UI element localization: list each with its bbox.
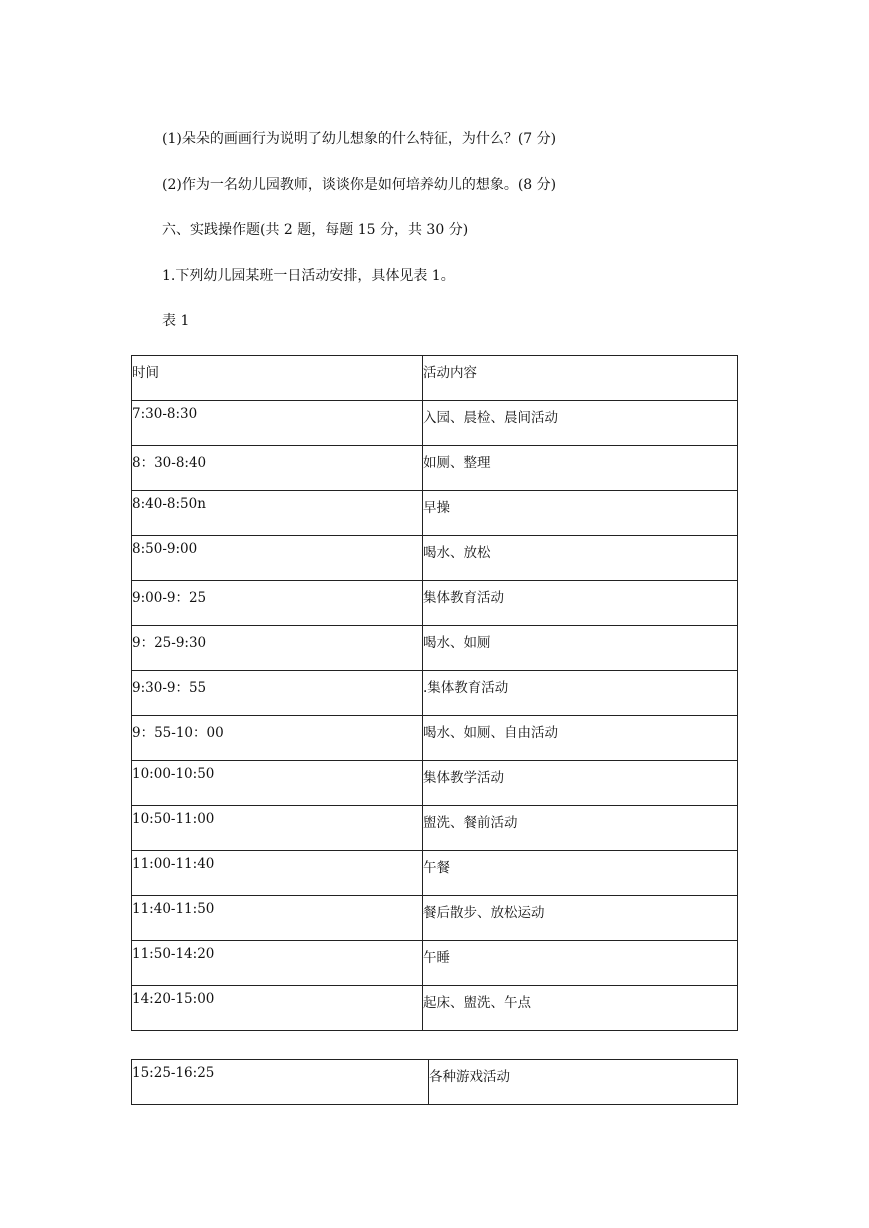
table-row (132, 806, 738, 851)
table-row (132, 1060, 738, 1105)
table-header-row (132, 356, 738, 401)
question-part-2: (2)作为一名幼儿园教师，谈谈你是如何培养幼儿的想象。(8 分) (162, 177, 557, 193)
activity-cell: .集体教育活动 (423, 671, 738, 716)
time-cell: 14:20-15:00 (132, 986, 423, 1031)
activity-cell: 各种游戏活动 (429, 1060, 738, 1105)
time-cell: 9:30-9：55 (132, 671, 423, 716)
table-caption: 表 1 (162, 313, 190, 329)
activity-cell: 喝水、如厕 (423, 626, 738, 671)
time-cell: 8：30-8:40 (132, 446, 423, 491)
table-row (132, 941, 738, 986)
table-row (132, 716, 738, 761)
activity-cell: 午睡 (423, 941, 738, 986)
time-cell: 10:00-10:50 (132, 761, 423, 806)
time-cell: 7:30-8:30 (132, 401, 423, 446)
table-row (132, 896, 738, 941)
activity-cell: 喝水、如厕、自由活动 (423, 716, 738, 761)
header-time: 时间 (132, 356, 423, 401)
time-cell: 10:50-11:00 (132, 806, 423, 851)
time-cell: 11:00-11:40 (132, 851, 423, 896)
schedule-table-continued (131, 1059, 738, 1105)
time-cell: 15:25-16:25 (132, 1060, 429, 1105)
activity-cell: 餐后散步、放松运动 (423, 896, 738, 941)
table-row (132, 851, 738, 896)
time-cell: 11:40-11:50 (132, 896, 423, 941)
activity-cell: 盥洗、餐前活动 (423, 806, 738, 851)
time-cell: 8:40-8:50n (132, 491, 423, 536)
time-cell: 11:50-14:20 (132, 941, 423, 986)
activity-cell: 集体教育活动 (423, 581, 738, 626)
question-intro: 1.下列幼儿园某班一日活动安排，具体见表 1。 (162, 268, 455, 284)
schedule-table (131, 355, 738, 1031)
table-row (132, 581, 738, 626)
table-row (132, 626, 738, 671)
table-row (132, 536, 738, 581)
table-row (132, 671, 738, 716)
activity-cell: 午餐 (423, 851, 738, 896)
activity-cell: 如厕、整理 (423, 446, 738, 491)
activity-cell: 起床、盥洗、午点 (423, 986, 738, 1031)
activity-cell: 入园、晨检、晨间活动 (423, 401, 738, 446)
table-row (132, 401, 738, 446)
activity-cell: 喝水、放松 (423, 536, 738, 581)
activity-cell: 早操 (423, 491, 738, 536)
table-row (132, 446, 738, 491)
section-heading: 六、实践操作题(共 2 题，每题 15 分，共 30 分) (162, 222, 469, 238)
table-row (132, 986, 738, 1031)
table-row (132, 491, 738, 536)
question-part-1: (1)朵朵的画画行为说明了幼儿想象的什么特征，为什么？(7 分) (162, 131, 557, 147)
time-cell: 8:50-9:00 (132, 536, 423, 581)
table-row (132, 761, 738, 806)
time-cell: 9:00-9：25 (132, 581, 423, 626)
time-cell: 9：25-9:30 (132, 626, 423, 671)
time-cell: 9：55-10：00 (132, 716, 423, 761)
header-activity: 活动内容 (423, 356, 738, 401)
activity-cell: 集体教学活动 (423, 761, 738, 806)
